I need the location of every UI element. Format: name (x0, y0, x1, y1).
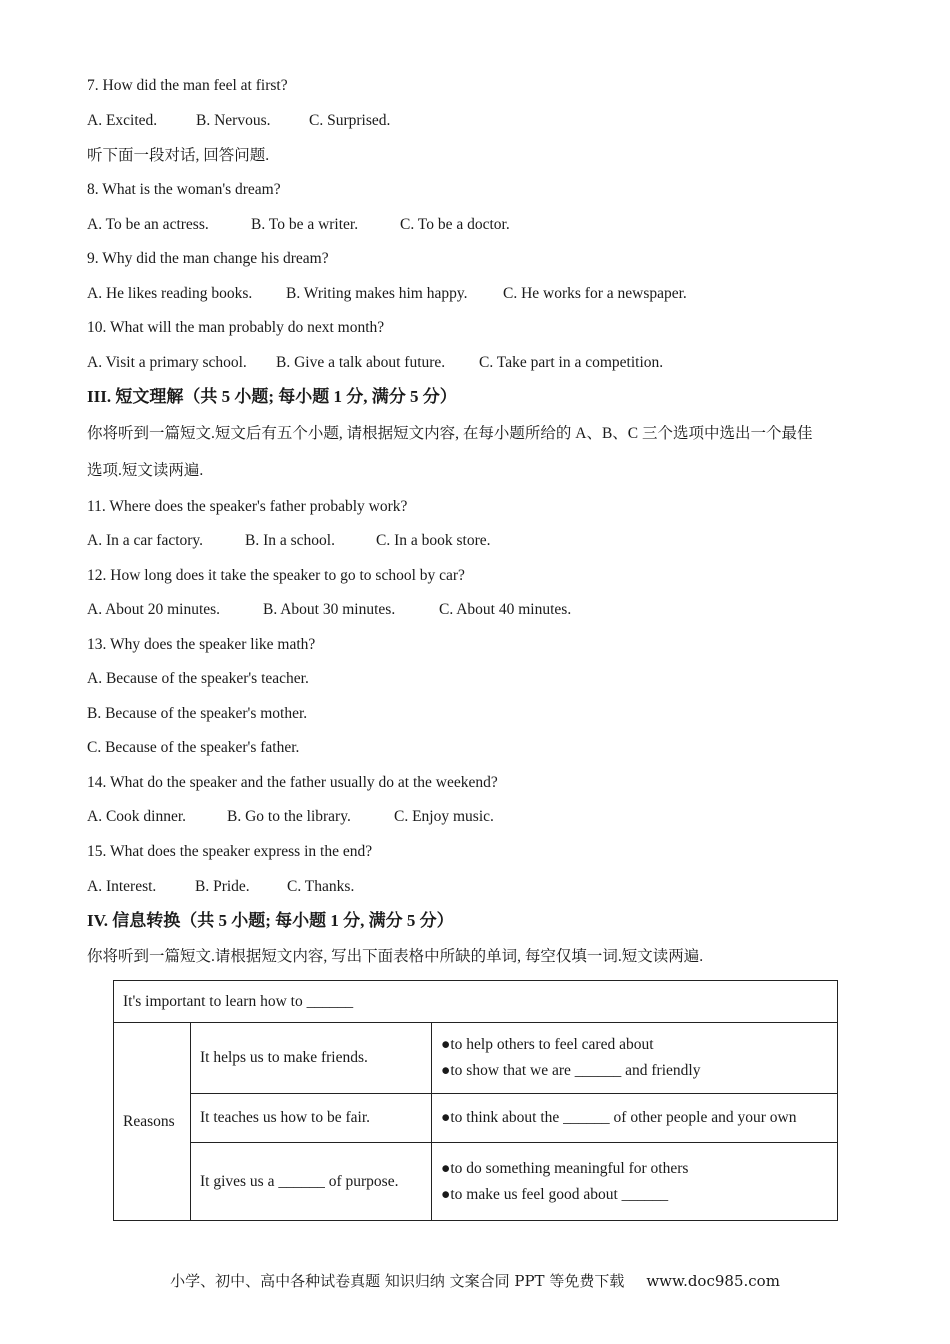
option-b: B. Go to the library. (227, 808, 351, 825)
reason-cell: It helps us to make friends. (191, 1023, 432, 1094)
question-14-options (87, 807, 494, 827)
option-c: C. Surprised. (309, 112, 391, 129)
question-13-option-a: A. Because of the speaker's teacher. (87, 670, 309, 687)
option-c: C. In a book store. (376, 532, 491, 549)
option-c: C. To be a doctor. (400, 216, 510, 233)
question-9: 9. Why did the man change his dream? (87, 250, 329, 267)
question-10: 10. What will the man probably do next month? (87, 319, 385, 336)
option-c: C. Thanks. (287, 878, 355, 895)
table-header-cell: It's important to learn how to ______ (114, 981, 838, 1023)
question-10-options (87, 353, 663, 373)
option-a: A. In a car factory. (87, 532, 204, 549)
question-11: 11. Where does the speaker's father probably work? (87, 498, 408, 515)
detail-item: ●to show that we are ______ and friendly (441, 1062, 701, 1079)
question-12-options (87, 600, 571, 620)
option-c: C. He works for a newspaper. (503, 285, 687, 302)
option-a: A. Interest. (87, 878, 157, 895)
question-13-option-c: C. Because of the speaker's father. (87, 739, 300, 756)
info-table (113, 980, 838, 1221)
detail-item: ●to think about the ______ of other people and your own (441, 1109, 797, 1126)
option-b: B. To be a writer. (251, 216, 359, 233)
section-3-instruction-line-2: 选项.短文读两遍. (87, 462, 204, 479)
option-c: C. Take part in a competition. (479, 354, 664, 371)
question-7-options (87, 111, 390, 131)
question-13-option-b: B. Because of the speaker's mother. (87, 705, 308, 722)
question-8: 8. What is the woman's dream? (87, 181, 281, 198)
option-b: B. Pride. (195, 878, 250, 895)
option-a: A. He likes reading books. (87, 285, 253, 302)
question-14: 14. What do the speaker and the father usually do at the weekend? (87, 774, 498, 791)
option-b: B. Writing makes him happy. (286, 285, 468, 302)
footer-url: www.doc985.com (646, 1272, 780, 1290)
table-row (114, 1023, 838, 1094)
detail-item: ●to do something meaningful for others (441, 1159, 689, 1177)
details-cell (432, 1023, 838, 1094)
option-c: C. Enjoy music. (394, 808, 494, 825)
detail-item: ●to make us feel good about ______ (441, 1185, 669, 1203)
option-b: B. In a school. (245, 532, 335, 549)
reasons-label: Reasons (114, 1023, 191, 1221)
option-a: A. To be an actress. (87, 216, 209, 233)
section-4-instruction: 你将听到一篇短文.请根据短文内容, 写出下面表格中所缺的单词, 每空仅填一词.短文读两遍. (87, 948, 704, 965)
dialog-instruction: 听下面一段对话, 回答问题. (87, 147, 270, 164)
option-b: B. About 30 minutes. (263, 601, 396, 618)
table-row (114, 1143, 838, 1221)
section-4-title: IV. 信息转换（共 5 小题; 每小题 1 分, 满分 5 分） (87, 911, 454, 930)
question-13: 13. Why does the speaker like math? (87, 636, 316, 653)
table-row (114, 1094, 838, 1143)
page-footer (0, 1270, 950, 1291)
details-cell (432, 1094, 838, 1143)
reason-cell: It gives us a ______ of purpose. (191, 1143, 432, 1221)
question-9-options (87, 284, 687, 304)
question-15-options (87, 877, 354, 897)
option-b: B. Give a talk about future. (276, 354, 446, 371)
question-11-options (87, 531, 491, 551)
detail-item: ●to help others to feel cared about (441, 1036, 654, 1053)
question-15: 15. What does the speaker express in the end? (87, 843, 373, 860)
question-8-options (87, 215, 510, 235)
option-a: A. About 20 minutes. (87, 601, 221, 618)
option-a: A. Cook dinner. (87, 808, 187, 825)
question-7: 7. How did the man feel at first? (87, 77, 288, 94)
details-cell (432, 1143, 838, 1221)
option-a: A. Visit a primary school. (87, 354, 247, 371)
reason-cell: It teaches us how to be fair. (191, 1094, 432, 1143)
option-a: A. Excited. (87, 112, 158, 129)
section-3-instruction-line-1: 你将听到一篇短文.短文后有五个小题, 请根据短文内容, 在每小题所给的 A、B、C 三个选项中选出一个最佳 (87, 425, 813, 442)
table-header-row (114, 981, 838, 1023)
option-c: C. About 40 minutes. (439, 601, 572, 618)
question-12: 12. How long does it take the speaker to go to school by car? (87, 567, 465, 584)
option-b: B. Nervous. (196, 112, 271, 129)
section-3-title: III. 短文理解（共 5 小题; 每小题 1 分, 满分 5 分） (87, 387, 457, 406)
footer-text: 小学、初中、高中各种试卷真题 知识归纳 文案合同 PPT 等免费下载 (170, 1272, 625, 1290)
